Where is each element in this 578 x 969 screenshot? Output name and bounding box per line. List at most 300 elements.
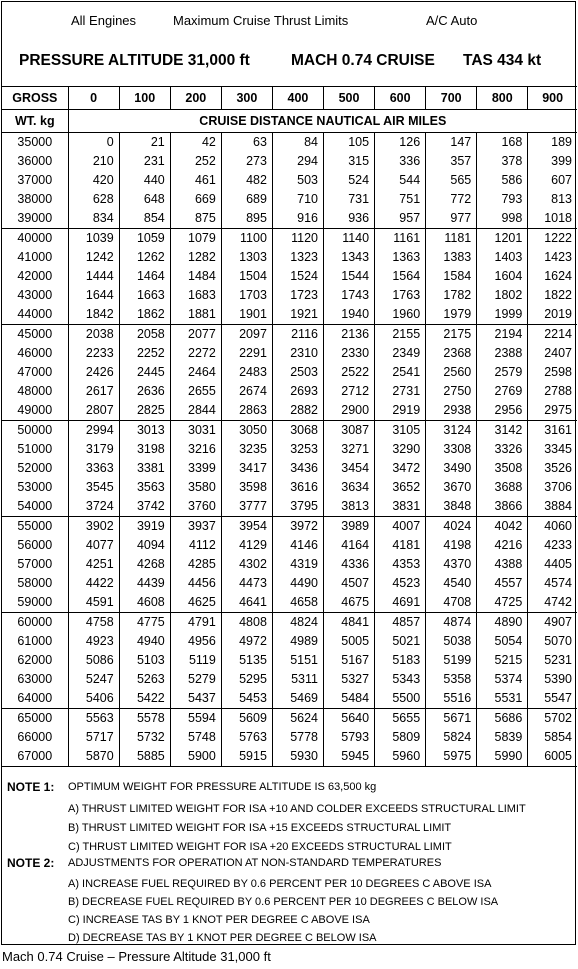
distance-cell: 4353 — [375, 555, 426, 574]
distance-cell: 252 — [170, 152, 221, 171]
distance-cell: 1723 — [272, 286, 323, 305]
table-row — [2, 555, 577, 574]
distance-cell: 2655 — [170, 382, 221, 401]
distance-cell: 5763 — [221, 728, 272, 747]
distance-cell: 1140 — [324, 229, 375, 249]
distance-cell: 4405 — [528, 555, 577, 574]
distance-cell: 4641 — [221, 593, 272, 613]
distance-cell: 147 — [426, 133, 477, 153]
gross-weight-cell: 37000 — [17, 173, 53, 187]
table-row — [2, 536, 577, 555]
distance-header: CRUISE DISTANCE NAUTICAL AIR MILES — [68, 110, 577, 133]
distance-cell: 4907 — [528, 613, 577, 633]
table-row — [2, 305, 577, 325]
distance-cell: 3345 — [528, 440, 577, 459]
distance-cell: 1403 — [477, 248, 528, 267]
distance-cell: 3216 — [170, 440, 221, 459]
distance-cell: 5295 — [221, 670, 272, 689]
distance-cell: 105 — [324, 133, 375, 153]
distance-cell: 5167 — [324, 651, 375, 670]
distance-cell: 5655 — [375, 709, 426, 729]
gross-weight-cell: 36000 — [17, 154, 53, 168]
table-row — [2, 709, 577, 729]
pressure-altitude-title: PRESSURE ALTITUDE 31,000 ft — [19, 52, 250, 69]
distance-cell: 2038 — [68, 325, 119, 345]
distance-cell: 5021 — [375, 632, 426, 651]
table-row — [2, 382, 577, 401]
distance-cell: 3235 — [221, 440, 272, 459]
distance-cell: 2368 — [426, 344, 477, 363]
distance-cell: 3490 — [426, 459, 477, 478]
distance-cell: 2155 — [375, 325, 426, 345]
distance-cell: 420 — [68, 171, 119, 190]
distance-cell: 2807 — [68, 401, 119, 421]
ac-auto-label: A/C Auto — [426, 13, 478, 28]
distance-cell: 813 — [528, 190, 577, 209]
distance-cell: 4370 — [426, 555, 477, 574]
gross-weight-cell: 41000 — [17, 250, 53, 264]
gross-weight-cell: 59000 — [2, 593, 68, 613]
column-header: 100 — [119, 87, 170, 110]
distance-cell: 2058 — [119, 325, 170, 345]
distance-cell: 1842 — [68, 305, 119, 325]
distance-cell: 5609 — [221, 709, 272, 729]
distance-cell: 5215 — [477, 651, 528, 670]
distance-cell: 1822 — [528, 286, 577, 305]
gross-weight-cell: 42000 — [17, 269, 53, 283]
note-2-tag: NOTE 2: — [7, 856, 55, 870]
header-row-2 — [2, 52, 577, 76]
distance-cell: 4708 — [426, 593, 477, 613]
distance-cell: 4989 — [272, 632, 323, 651]
distance-cell: 3848 — [426, 497, 477, 517]
distance-cell: 2503 — [272, 363, 323, 382]
distance-cell: 5531 — [477, 689, 528, 709]
distance-cell: 5374 — [477, 670, 528, 689]
distance-cell: 5406 — [68, 689, 119, 709]
distance-cell: 3937 — [170, 517, 221, 537]
gross-weight-cell: 50000 — [17, 423, 53, 437]
distance-cell: 1999 — [477, 305, 528, 325]
distance-cell: 4146 — [272, 536, 323, 555]
distance-cell: 5469 — [272, 689, 323, 709]
distance-cell: 4725 — [477, 593, 528, 613]
distance-cell: 2175 — [426, 325, 477, 345]
distance-cell: 957 — [375, 209, 426, 229]
gross-weight-cell: 58000 — [17, 576, 53, 590]
column-header: 600 — [375, 87, 426, 110]
distance-cell: 1363 — [375, 248, 426, 267]
distance-cell: 3616 — [272, 478, 323, 497]
note-1-text: OPTIMUM WEIGHT FOR PRESSURE ALTITUDE IS 63,500 kg — [68, 781, 377, 793]
gross-weight-cell: 39000 — [2, 209, 68, 229]
distance-cell: 5054 — [477, 632, 528, 651]
distance-cell: 5070 — [528, 632, 577, 651]
distance-cell: 2900 — [324, 401, 375, 421]
note-1-item-a: A) THRUST LIMITED WEIGHT FOR ISA +10 AND COLDER EXCEEDS STRUCTURAL LIMIT — [68, 803, 526, 815]
distance-cell: 1604 — [477, 267, 528, 286]
distance-cell: 1423 — [528, 248, 577, 267]
distance-cell: 5279 — [170, 670, 221, 689]
distance-cell: 3253 — [272, 440, 323, 459]
distance-cell: 4574 — [528, 574, 577, 593]
distance-cell: 1444 — [68, 267, 119, 286]
distance-cell: 5717 — [68, 728, 119, 747]
gross-weight-cell: 61000 — [17, 634, 53, 648]
distance-cell: 2731 — [375, 382, 426, 401]
distance-cell: 3326 — [477, 440, 528, 459]
distance-cell: 4319 — [272, 555, 323, 574]
distance-cell: 4164 — [324, 536, 375, 555]
distance-cell: 2975 — [528, 401, 577, 421]
note-2-item-c: C) INCREASE TAS BY 1 KNOT PER DEGREE C ABOVE ISA — [68, 914, 370, 926]
distance-cell: 399 — [528, 152, 577, 171]
distance-cell: 3179 — [68, 440, 119, 459]
distance-cell: 1484 — [170, 267, 221, 286]
distance-cell: 1802 — [477, 286, 528, 305]
distance-cell: 1079 — [170, 229, 221, 249]
distance-cell: 4857 — [375, 613, 426, 633]
distance-cell: 875 — [170, 209, 221, 229]
distance-cell: 482 — [221, 171, 272, 190]
distance-cell: 3290 — [375, 440, 426, 459]
distance-cell: 4841 — [324, 613, 375, 633]
distance-cell: 1343 — [324, 248, 375, 267]
distance-cell: 2750 — [426, 382, 477, 401]
distance-cell: 3031 — [170, 421, 221, 441]
distance-cell: 1644 — [68, 286, 119, 305]
distance-cell: 2483 — [221, 363, 272, 382]
table-row — [2, 421, 577, 441]
gross-weight-cell: 53000 — [17, 480, 53, 494]
distance-cell: 2291 — [221, 344, 272, 363]
distance-cell: 2136 — [324, 325, 375, 345]
distance-cell: 2464 — [170, 363, 221, 382]
distance-cell: 1921 — [272, 305, 323, 325]
distance-cell: 4456 — [170, 574, 221, 593]
distance-cell: 5263 — [119, 670, 170, 689]
distance-cell: 3142 — [477, 421, 528, 441]
distance-cell: 4923 — [68, 632, 119, 651]
distance-cell: 1100 — [221, 229, 272, 249]
gross-weight-cell: 44000 — [2, 305, 68, 325]
table-row — [2, 689, 577, 709]
distance-cell: 2882 — [272, 401, 323, 421]
distance-cell: 4507 — [324, 574, 375, 593]
distance-cell: 1323 — [272, 248, 323, 267]
note-1 — [7, 780, 54, 794]
distance-cell: 793 — [477, 190, 528, 209]
distance-cell: 4060 — [528, 517, 577, 537]
note-1-tag: NOTE 1: — [7, 780, 55, 794]
distance-cell: 3068 — [272, 421, 323, 441]
distance-cell: 4523 — [375, 574, 426, 593]
distance-cell: 1039 — [68, 229, 119, 249]
distance-cell: 3777 — [221, 497, 272, 517]
distance-cell: 1282 — [170, 248, 221, 267]
cruise-distance-table — [2, 86, 577, 767]
distance-cell: 2116 — [272, 325, 323, 345]
distance-cell: 5151 — [272, 651, 323, 670]
distance-cell: 3472 — [375, 459, 426, 478]
distance-cell: 4198 — [426, 536, 477, 555]
distance-cell: 5748 — [170, 728, 221, 747]
distance-cell: 2712 — [324, 382, 375, 401]
distance-cell: 2956 — [477, 401, 528, 421]
distance-cell: 2994 — [68, 421, 119, 441]
distance-cell: 1544 — [324, 267, 375, 286]
table-row — [2, 459, 577, 478]
table-row — [2, 248, 577, 267]
table-row — [2, 133, 577, 153]
distance-cell: 4216 — [477, 536, 528, 555]
distance-cell: 5453 — [221, 689, 272, 709]
distance-cell: 461 — [170, 171, 221, 190]
distance-cell: 3989 — [324, 517, 375, 537]
distance-cell: 936 — [324, 209, 375, 229]
column-header: 700 — [426, 87, 477, 110]
distance-cell: 1242 — [68, 248, 119, 267]
distance-cell: 834 — [68, 209, 119, 229]
distance-cell: 1222 — [528, 229, 577, 249]
distance-cell: 5945 — [324, 747, 375, 767]
distance-cell: 5247 — [68, 670, 119, 689]
distance-cell: 2426 — [68, 363, 119, 382]
note-2-item-a: A) INCREASE FUEL REQUIRED BY 0.6 PERCENT PER 10 DEGREES C ABOVE ISA — [68, 878, 492, 890]
gross-weight-cell: 54000 — [2, 497, 68, 517]
distance-cell: 3884 — [528, 497, 577, 517]
table-row — [2, 286, 577, 305]
distance-cell: 273 — [221, 152, 272, 171]
distance-cell: 3050 — [221, 421, 272, 441]
distance-cell: 1564 — [375, 267, 426, 286]
weight-unit-label: WT. kg — [2, 110, 68, 133]
distance-cell: 2522 — [324, 363, 375, 382]
distance-cell: 998 — [477, 209, 528, 229]
distance-cell: 5778 — [272, 728, 323, 747]
gross-weight-cell: 60000 — [17, 615, 53, 629]
distance-cell: 4742 — [528, 593, 577, 613]
distance-cell: 4557 — [477, 574, 528, 593]
table-row — [2, 632, 577, 651]
distance-cell: 4422 — [68, 574, 119, 593]
distance-cell: 5930 — [272, 747, 323, 767]
mach-title: MACH 0.74 CRUISE — [291, 52, 435, 69]
distance-cell: 4302 — [221, 555, 272, 574]
distance-cell: 5135 — [221, 651, 272, 670]
table-row — [2, 401, 577, 421]
distance-cell: 5793 — [324, 728, 375, 747]
note-2 — [7, 856, 54, 870]
distance-cell: 3363 — [68, 459, 119, 478]
gross-weight-cell: 56000 — [17, 538, 53, 552]
distance-cell: 1161 — [375, 229, 426, 249]
distance-cell: 168 — [477, 133, 528, 153]
distance-cell: 772 — [426, 190, 477, 209]
distance-cell: 1120 — [272, 229, 323, 249]
column-header: 900 — [528, 87, 577, 110]
distance-cell: 2844 — [170, 401, 221, 421]
distance-cell: 2407 — [528, 344, 577, 363]
distance-cell: 4268 — [119, 555, 170, 574]
distance-cell: 3652 — [375, 478, 426, 497]
distance-cell: 3831 — [375, 497, 426, 517]
distance-cell: 4791 — [170, 613, 221, 633]
gross-weight-cell: 51000 — [17, 442, 53, 456]
column-header: 0 — [68, 87, 119, 110]
gross-weight-cell: 63000 — [17, 672, 53, 686]
distance-cell: 231 — [119, 152, 170, 171]
table-row — [2, 478, 577, 497]
distance-cell: 5547 — [528, 689, 577, 709]
distance-cell: 5484 — [324, 689, 375, 709]
unit-header-row — [2, 110, 577, 133]
distance-cell: 2272 — [170, 344, 221, 363]
distance-cell: 895 — [221, 209, 272, 229]
distance-cell: 3972 — [272, 517, 323, 537]
distance-cell: 5640 — [324, 709, 375, 729]
distance-cell: 3919 — [119, 517, 170, 537]
distance-cell: 2769 — [477, 382, 528, 401]
distance-cell: 3563 — [119, 478, 170, 497]
distance-cell: 916 — [272, 209, 323, 229]
distance-cell: 5624 — [272, 709, 323, 729]
distance-cell: 315 — [324, 152, 375, 171]
distance-cell: 4112 — [170, 536, 221, 555]
distance-cell: 5390 — [528, 670, 577, 689]
distance-cell: 5119 — [170, 651, 221, 670]
gross-weight-cell: 62000 — [17, 653, 53, 667]
distance-cell: 1960 — [375, 305, 426, 325]
distance-cell: 5686 — [477, 709, 528, 729]
distance-cell: 2097 — [221, 325, 272, 345]
figure-caption: Mach 0.74 Cruise – Pressure Altitude 31,000 ft — [2, 949, 271, 964]
distance-cell: 4233 — [528, 536, 577, 555]
table-row — [2, 209, 577, 229]
gross-weight-cell: 48000 — [17, 384, 53, 398]
table-row — [2, 497, 577, 517]
distance-cell: 1683 — [170, 286, 221, 305]
distance-cell: 0 — [68, 133, 119, 153]
distance-cell: 3454 — [324, 459, 375, 478]
note-1-item-b: B) THRUST LIMITED WEIGHT FOR ISA +15 EXCEEDS STRUCTURAL LIMIT — [68, 822, 452, 834]
engines-label: All Engines — [71, 13, 137, 28]
distance-cell: 2788 — [528, 382, 577, 401]
table-row — [2, 651, 577, 670]
distance-cell: 2674 — [221, 382, 272, 401]
tas-title: TAS 434 kt — [463, 52, 542, 69]
distance-cell: 2693 — [272, 382, 323, 401]
table-row — [2, 325, 577, 345]
distance-cell: 4490 — [272, 574, 323, 593]
distance-cell: 2636 — [119, 382, 170, 401]
gross-weight-cell: 35000 — [17, 135, 53, 149]
distance-cell: 1881 — [170, 305, 221, 325]
distance-cell: 5103 — [119, 651, 170, 670]
distance-cell: 5594 — [170, 709, 221, 729]
distance-cell: 4890 — [477, 613, 528, 633]
distance-cell: 5086 — [68, 651, 119, 670]
distance-cell: 4758 — [68, 613, 119, 633]
distance-cell: 5990 — [477, 747, 528, 767]
distance-cell: 1901 — [221, 305, 272, 325]
distance-cell: 5343 — [375, 670, 426, 689]
distance-cell: 3308 — [426, 440, 477, 459]
distance-cell: 503 — [272, 171, 323, 190]
distance-cell: 3742 — [119, 497, 170, 517]
distance-cell: 710 — [272, 190, 323, 209]
distance-cell: 3399 — [170, 459, 221, 478]
distance-cell: 3526 — [528, 459, 577, 478]
distance-cell: 1464 — [119, 267, 170, 286]
distance-cell: 1524 — [272, 267, 323, 286]
distance-cell: 4540 — [426, 574, 477, 593]
distance-cell: 2863 — [221, 401, 272, 421]
distance-cell: 1303 — [221, 248, 272, 267]
distance-cell: 5839 — [477, 728, 528, 747]
distance-cell: 2214 — [528, 325, 577, 345]
distance-cell: 4285 — [170, 555, 221, 574]
distance-cell: 1181 — [426, 229, 477, 249]
table-row — [2, 574, 577, 593]
distance-cell: 4007 — [375, 517, 426, 537]
distance-cell: 63 — [221, 133, 272, 153]
distance-cell: 4675 — [324, 593, 375, 613]
distance-cell: 3706 — [528, 478, 577, 497]
distance-cell: 2617 — [68, 382, 119, 401]
distance-cell: 607 — [528, 171, 577, 190]
distance-cell: 731 — [324, 190, 375, 209]
header-row-1 — [2, 13, 577, 31]
distance-cell: 524 — [324, 171, 375, 190]
table-row — [2, 670, 577, 689]
column-header: 800 — [477, 87, 528, 110]
distance-cell: 6005 — [528, 747, 577, 767]
distance-cell: 3198 — [119, 440, 170, 459]
distance-cell: 2825 — [119, 401, 170, 421]
distance-cell: 336 — [375, 152, 426, 171]
distance-cell: 2252 — [119, 344, 170, 363]
distance-cell: 21 — [119, 133, 170, 153]
distance-cell: 1059 — [119, 229, 170, 249]
distance-cell: 4251 — [68, 555, 119, 574]
distance-cell: 4972 — [221, 632, 272, 651]
distance-cell: 4094 — [119, 536, 170, 555]
distance-cell: 5358 — [426, 670, 477, 689]
distance-cell: 5854 — [528, 728, 577, 747]
distance-cell: 5199 — [426, 651, 477, 670]
distance-cell: 544 — [375, 171, 426, 190]
distance-cell: 4181 — [375, 536, 426, 555]
table-row — [2, 344, 577, 363]
distance-cell: 4077 — [68, 536, 119, 555]
distance-cell: 2560 — [426, 363, 477, 382]
gross-weight-cell: 38000 — [17, 192, 53, 206]
distance-cell: 2194 — [477, 325, 528, 345]
distance-cell: 294 — [272, 152, 323, 171]
gross-weight-cell: 47000 — [17, 365, 53, 379]
distance-cell: 3598 — [221, 478, 272, 497]
gross-weight-cell: 40000 — [17, 231, 53, 245]
table-row — [2, 267, 577, 286]
distance-cell: 751 — [375, 190, 426, 209]
distance-cell: 2310 — [272, 344, 323, 363]
distance-cell: 5885 — [119, 747, 170, 767]
distance-cell: 2330 — [324, 344, 375, 363]
gross-weight-cell: 65000 — [17, 711, 53, 725]
distance-cell: 126 — [375, 133, 426, 153]
distance-cell: 4824 — [272, 613, 323, 633]
